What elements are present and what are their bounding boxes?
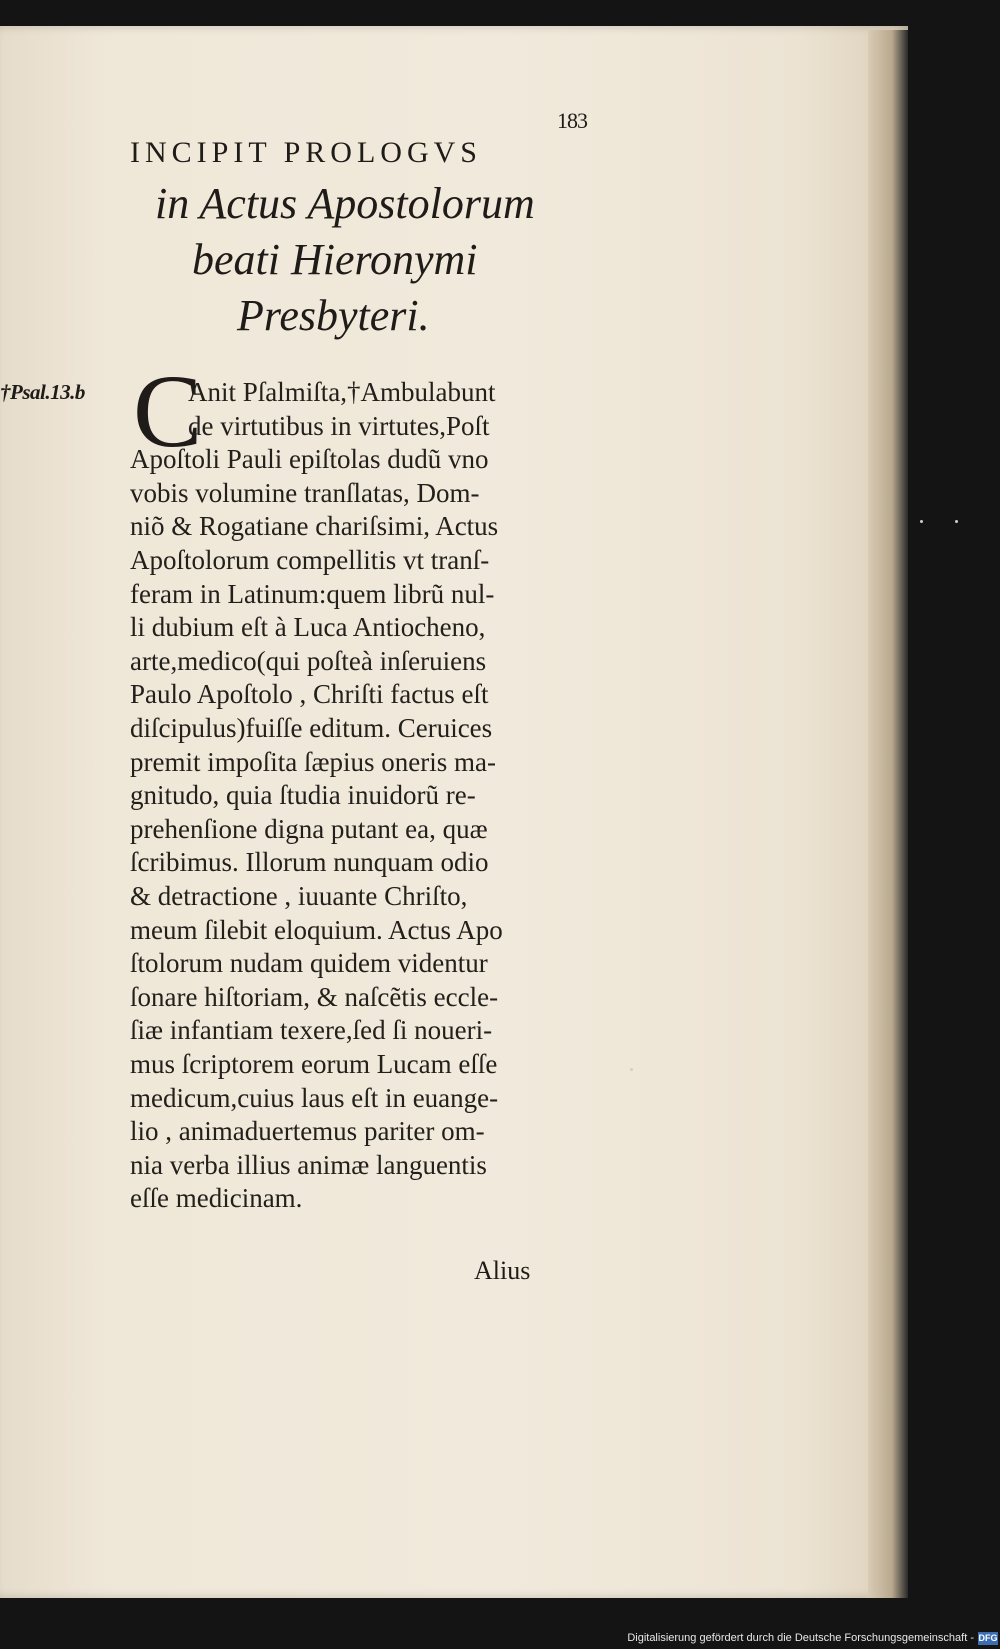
text-line: Apoſtoli Pauli epiſtolas dudũ vno — [130, 444, 489, 475]
catchword: Alius — [474, 1256, 531, 1285]
page-edge — [868, 30, 908, 1598]
text-line: nia verba illius animæ languentis — [130, 1149, 487, 1180]
text-line: medicum,cuius laus eſt in euange- — [130, 1082, 499, 1113]
text-line: prehenſione digna putant ea, quæ — [130, 813, 488, 844]
text-line: premit impoſita ſæpius oneris ma- — [130, 746, 496, 777]
text-line: mus ſcriptorem eorum Lucam eſſe — [130, 1049, 498, 1079]
footer-credit: Digitalisierung gefördert durch die Deutsche Forschungsgemeinschaft - — [627, 1632, 974, 1644]
text-line: Apoſtolorum compellitis vt tranſ- — [130, 545, 490, 575]
title-line-4: Presbyteri. — [237, 291, 430, 340]
text-line: ſiæ infantiam texere,ſed ſi noueri- — [130, 1015, 493, 1046]
folio-number: 183 — [557, 108, 587, 133]
text-line: Anit Pſalmiſta,†Ambulabunt — [188, 377, 496, 407]
text-line: & detractione , iuuante Chriſto, — [130, 881, 468, 911]
text-line: feram in Latinum:quem librũ nul- — [130, 578, 495, 609]
scan-speck — [630, 1068, 633, 1071]
text-line: de virtutibus in virtutes,Poſt — [188, 410, 490, 441]
text-line: niõ & Rogatiane chariſsimi, Actus — [130, 511, 499, 542]
text-line: eſſe medicinam. — [130, 1183, 303, 1214]
text-line: Paulo Apoſtolo , Chriſti factus eſt — [130, 679, 489, 710]
title-line-3: beati Hieronymi — [192, 235, 478, 284]
dfg-logo: DFG — [978, 1633, 998, 1643]
text-line: gnitudo, quia ſtudia inuidorũ re- — [130, 780, 476, 811]
scan-speck — [955, 520, 958, 523]
scan-speck — [920, 520, 923, 523]
text-line: ſcribimus. Illorum nunquam odio — [130, 847, 489, 878]
text-line: ſonare hiſtoriam, & naſcẽtis eccle- — [130, 981, 499, 1012]
text-line: meum ſilebit eloquium. Actus Apo — [130, 914, 503, 945]
drop-cap-initial: C — [133, 354, 203, 469]
text-line: arte,medico(qui poſteà inſeruiens — [130, 645, 487, 676]
text-line: li dubium eſt à Luca Antiocheno, — [130, 612, 486, 643]
text-line: diſcipulus)fuiſſe editum. Ceruices — [130, 713, 493, 743]
margin-note: †Psal.13.b — [0, 380, 85, 404]
title-line-2: in Actus Apostolorum — [155, 179, 535, 228]
text-line: lio , animaduertemus pariter om- — [130, 1116, 485, 1147]
text-line: vobis volumine tranſlatas, Dom- — [130, 477, 480, 508]
title-line-1: INCIPIT PROLOGVS — [130, 136, 482, 169]
text-line: ſtolorum nudam quidem videntur — [130, 948, 488, 979]
